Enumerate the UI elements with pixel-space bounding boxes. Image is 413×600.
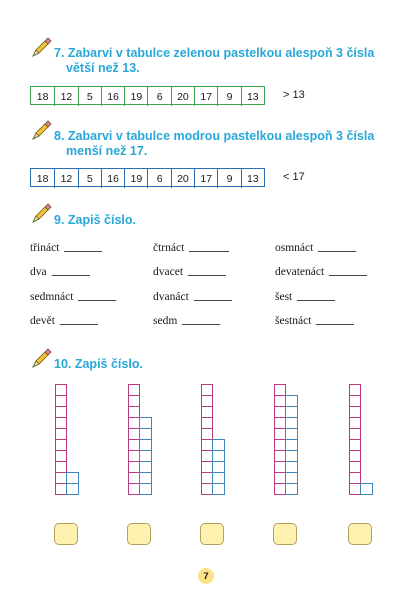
table-cell[interactable]: 18 <box>36 172 49 185</box>
answer-box[interactable] <box>348 523 372 545</box>
table-cell[interactable]: 9 <box>217 87 240 106</box>
task8-title-line1: Zabarvi v tabulce modrou pastelkou alespoň 3 čísla <box>67 129 375 143</box>
units-stack <box>212 439 225 495</box>
answer-line[interactable] <box>194 300 232 301</box>
task7-title-line1: Zabarvi v tabulce zelenou pastelkou alespoň 3 čísla <box>67 46 375 60</box>
answer-box[interactable] <box>273 523 297 545</box>
task7-number: 7. <box>54 46 65 60</box>
word-item <box>153 242 229 254</box>
table-cell[interactable]: 13 <box>241 169 264 188</box>
number-word: sedm <box>153 315 178 327</box>
answer-line[interactable] <box>297 300 335 301</box>
table-cell[interactable]: 9 <box>217 169 240 188</box>
tens-rod <box>349 384 361 495</box>
answer-line[interactable] <box>64 251 102 252</box>
units-stack <box>360 483 373 495</box>
answer-line[interactable] <box>60 324 98 325</box>
table-cell[interactable]: 17 <box>194 169 217 188</box>
task8-title-line2: menší než 17. <box>66 144 148 158</box>
units-stack <box>285 395 298 495</box>
table-cell[interactable]: 19 <box>124 169 147 188</box>
number-word: sedmnáct <box>30 291 74 303</box>
pencil-icon <box>30 348 52 370</box>
table-cell[interactable]: 17 <box>194 87 217 106</box>
table-cell[interactable]: 6 <box>147 87 170 106</box>
pencil-icon <box>30 37 52 59</box>
pencil-icon <box>30 203 52 225</box>
table-cell[interactable]: 6 <box>147 169 170 188</box>
number-word: osmnáct <box>275 242 314 254</box>
number-word: čtrnáct <box>153 242 185 254</box>
answer-line[interactable] <box>318 251 356 252</box>
table-cell[interactable]: 16 <box>101 87 124 106</box>
word-item <box>275 291 335 303</box>
number-word: dva <box>30 266 47 278</box>
answer-box[interactable] <box>54 523 78 545</box>
table-cell[interactable]: 16 <box>101 169 124 188</box>
task8-number: 8. <box>54 129 65 143</box>
table-cell[interactable]: 5 <box>78 87 101 106</box>
answer-box[interactable] <box>200 523 224 545</box>
number-word: dvacet <box>153 266 184 278</box>
answer-line[interactable] <box>329 275 367 276</box>
page-number: 7 <box>198 568 214 584</box>
answer-line[interactable] <box>78 300 116 301</box>
number-word: šestnáct <box>275 315 312 327</box>
number-word: šest <box>275 291 293 303</box>
number-word: devatenáct <box>275 266 325 278</box>
word-item <box>30 266 90 278</box>
task7-condition: > 13 <box>283 89 305 101</box>
number-word: třináct <box>30 242 60 254</box>
table-cell[interactable]: 18 <box>36 90 49 103</box>
table-cell[interactable]: 5 <box>78 169 101 188</box>
answer-line[interactable] <box>52 275 90 276</box>
answer-box[interactable] <box>127 523 151 545</box>
table-cell[interactable]: 12 <box>54 169 77 188</box>
number-word: devět <box>30 315 55 327</box>
word-item <box>275 315 354 327</box>
task7-number-table <box>30 86 265 105</box>
task7-title-line2: větší než 13. <box>66 61 140 75</box>
answer-line[interactable] <box>189 251 229 252</box>
word-item <box>153 266 226 278</box>
table-cell[interactable]: 12 <box>54 87 77 106</box>
word-item <box>153 291 232 303</box>
table-cell[interactable]: 20 <box>171 169 194 188</box>
answer-line[interactable] <box>316 324 354 325</box>
word-item <box>275 242 356 254</box>
word-item <box>153 315 220 327</box>
units-stack <box>139 417 152 495</box>
table-cell[interactable]: 19 <box>124 87 147 106</box>
task10-title: 10. Zapiš číslo. <box>54 357 143 371</box>
task8-condition: < 17 <box>283 171 305 183</box>
table-cell[interactable]: 20 <box>171 87 194 106</box>
units-stack <box>66 472 79 495</box>
answer-line[interactable] <box>188 275 226 276</box>
pencil-icon <box>30 120 52 142</box>
number-word: dvanáct <box>153 291 189 303</box>
task8-title <box>54 129 374 159</box>
word-item <box>30 315 98 327</box>
answer-line[interactable] <box>182 324 220 325</box>
word-item <box>30 242 102 254</box>
table-cell[interactable]: 13 <box>241 87 264 106</box>
task8-number-table <box>30 168 265 187</box>
word-item <box>30 291 116 303</box>
word-item <box>275 266 367 278</box>
task9-title: 9. Zapiš číslo. <box>54 213 136 227</box>
task7-title <box>54 46 374 76</box>
